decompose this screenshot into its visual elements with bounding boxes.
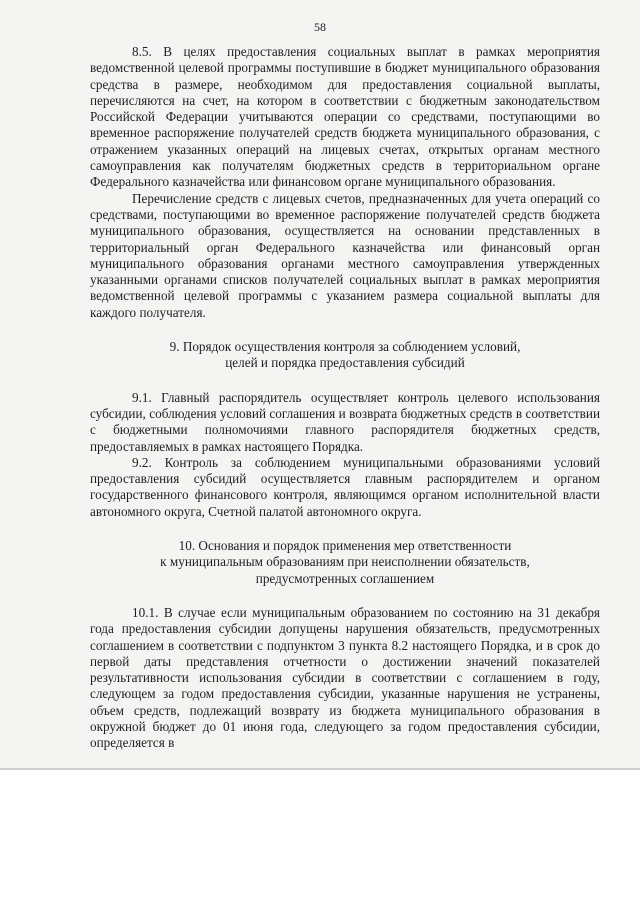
paragraph-8-5: 8.5. В целях предоставления социальных выплат в рамках мероприятия ведомственной целевой программы поступившие в бюджет муниципального образования средства в размере, необходимом для предоставления социальной выплаты, перечисляются на счет, на котором в соответствии с бюджетным законодательством Российской Федерации учитываются операции со средствами, поступающими во временное распоряжение получателей средств бюджета муниципального образования, с отражением указанных операций на лицевых счетах, открытых органам местного самоуправления как получателям бюджетных средств в территориальном органе Федерального казначейства или финансовом органе муниципального образования. (90, 44, 600, 190)
section-9-heading-line-2: целей и порядка предоставления субсидий (225, 355, 465, 371)
paragraph-10-1: 10.1. В случае если муниципальным образованием по состоянию на 31 декабря года предоставления субсидии допущены нарушения обязательств, предусмотренных соглашением в соответствии с подпунктом 3 пункта 8.2 настоящего Порядка, и в срок до первой даты представления отчетности о достижении значений показателей результативности использования субсидии в соответствии с соглашением в году, следующем за годом предоставления субсидии, указанные нарушения не устранены, объем средств, подлежащий возврату из бюджета муниципального образования в окружной бюджет до 01 июня года, следующего за годом предоставления субсидии, определяется в (90, 604, 600, 751)
page-edge-divider (0, 768, 640, 770)
paragraph-transfer: Перечисление средств с лицевых счетов, предназначенных для учета операций со средствами, поступающими во временное распоряжение получателей средств бюджета муниципального образования, осуществляется на основании представленных в территориальный орган Федерального казначейства или финансовый орган муниципального образования органами местного самоуправления утвержденных указанными органами списков получателей социальных выплат в рамках мероприятия ведомственной целевой программы с указанием размера социальной выплаты для каждого получателя. (90, 190, 600, 320)
document-body (90, 44, 600, 752)
paragraph-9-2: 9.2. Контроль за соблюдением муниципальными образованиями условий предоставления субсидий осуществляется главным распорядителем и органом государственного финансового контроля, являющимся органом исполнительной власти автономного округа, Счетной палатой автономного округа. (90, 454, 600, 519)
page-number: 58 (314, 20, 326, 34)
section-9-heading (90, 339, 600, 372)
section-9-heading-line-1: 9. Порядок осуществления контроля за соблюдением условий, (169, 339, 521, 355)
section-10-heading-line-2: к муниципальным образованиям при неисполнении обязательств, (160, 554, 530, 570)
section-10-heading (90, 538, 600, 587)
section-10-heading-line-3: предусмотренных соглашением (255, 570, 435, 586)
paragraph-9-1: 9.1. Главный распорядитель осуществляет контроль целевого использования субсидии, соблюдения условий соглашения и возврата бюджетных средств в соответствии с бюджетными полномочиями главного распорядителя бюджетных средств, предоставляемых в рамках настоящего Порядка. (90, 389, 600, 454)
section-10-heading-line-1: 10. Основания и порядок применения мер ответственности (178, 538, 512, 554)
